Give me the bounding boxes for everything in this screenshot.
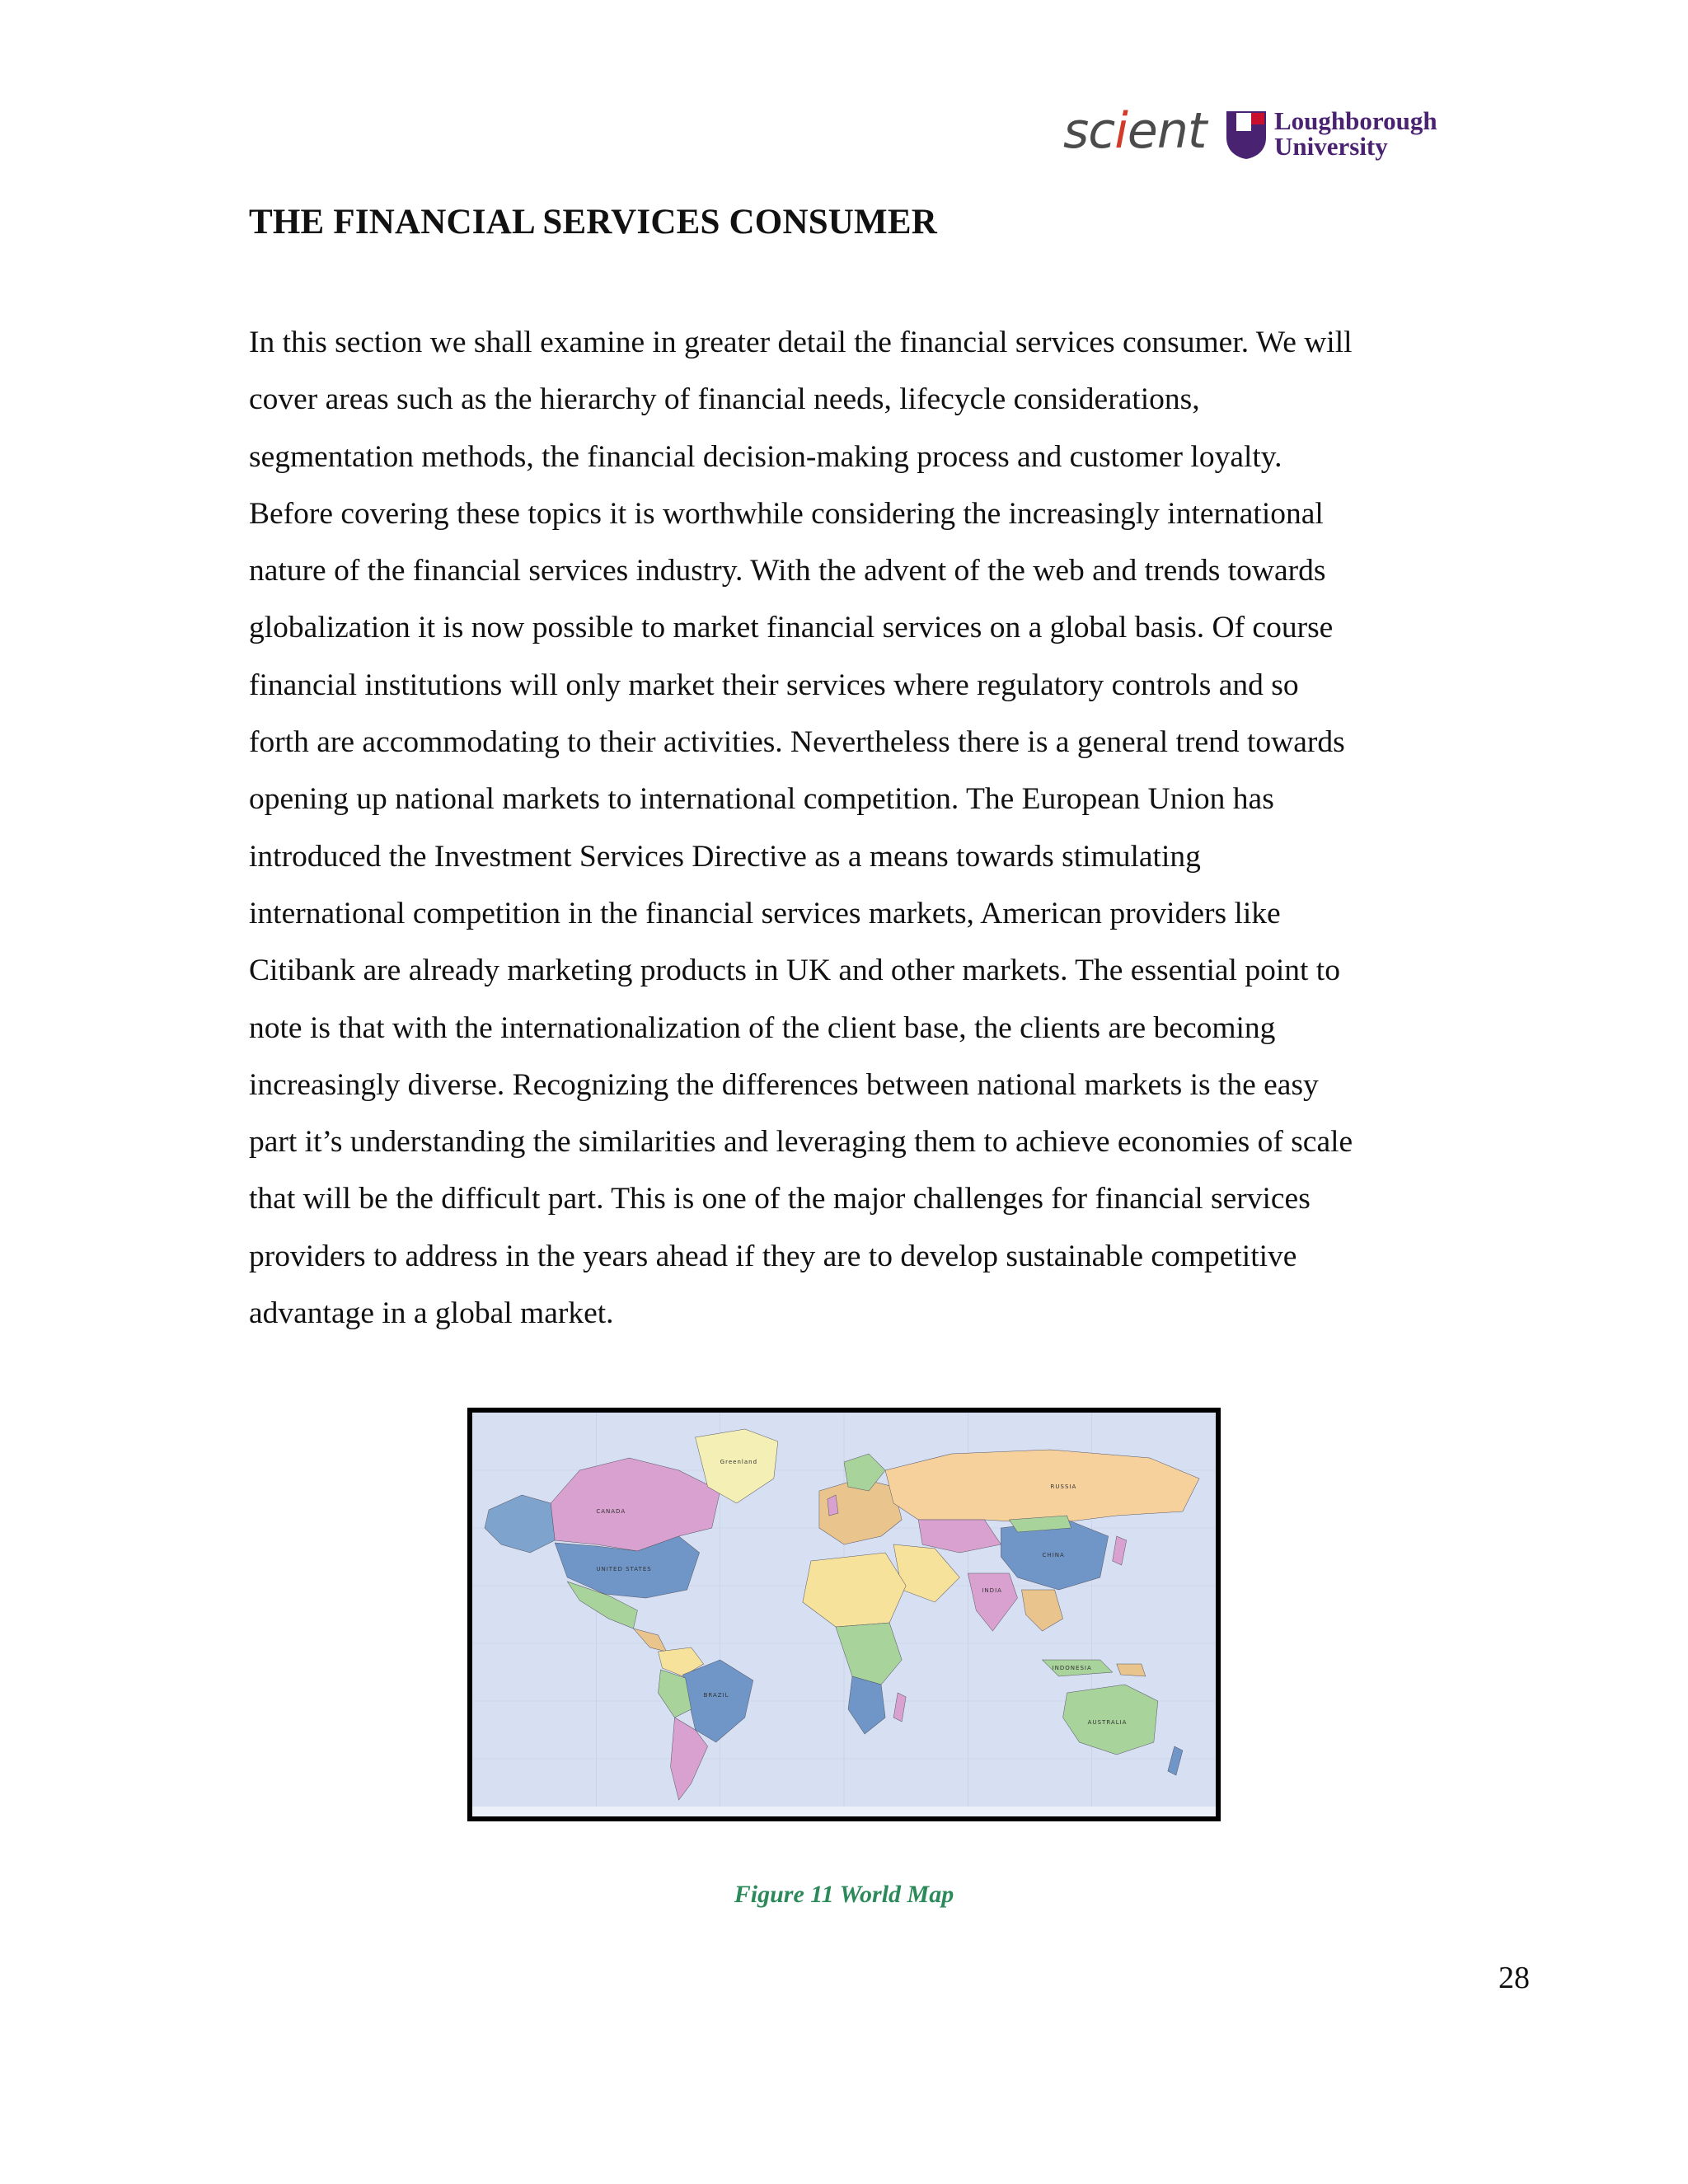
antarctica-shape (472, 1807, 1216, 1816)
map-label-brazil: BRAZIL (703, 1692, 729, 1699)
scient-logo-text: scient (1063, 102, 1207, 160)
map-label-australia: AUSTRALIA (1087, 1719, 1128, 1726)
figure-caption: Figure 11 World Map (734, 1881, 954, 1908)
body-line: that will be the difficult part. This is one of the major challenges for financial services (249, 1182, 1311, 1216)
scient-logo (1063, 102, 1207, 160)
page-title: THE FINANCIAL SERVICES CONSUMER (249, 203, 937, 241)
map-label-russia: RUSSIA (1050, 1483, 1077, 1490)
body-line: providers to address in the years ahead if they are to develop sustainable competitive (249, 1239, 1297, 1273)
map-label-china: CHINA (1042, 1552, 1065, 1558)
body-line: Citibank are already marketing products in UK and other markets. The essential point to (249, 954, 1340, 988)
page-number: 28 (1498, 1961, 1530, 1995)
map-label-united-states: UNITED STATES (596, 1566, 652, 1572)
body-line: segmentation methods, the financial decision-making process and customer loyalty. (249, 439, 1282, 474)
body-line: note is that with the internationalization of the client base, the clients are becoming (249, 1010, 1276, 1045)
world-map-image (472, 1413, 1216, 1816)
body-line: introduced the Investment Services Directive as a means towards stimulating (249, 839, 1201, 874)
body-line: international competition in the financial services markets, American providers like (249, 896, 1281, 930)
russia-shape (885, 1450, 1199, 1524)
body-line: part it’s understanding the similarities and leveraging them to achieve economies of scale (249, 1125, 1353, 1160)
body-line: forth are accommodating to their activities. Nevertheless there is a general trend towards (249, 725, 1345, 760)
body-paragraph (249, 314, 1452, 1342)
header-logos (1063, 103, 1451, 169)
body-line: increasingly diverse. Recognizing the differences between national markets is the easy (249, 1067, 1319, 1102)
body-line: globalization it is now possible to market financial services on a global basis. Of course (249, 611, 1334, 645)
university-name-line2: University (1274, 132, 1388, 161)
map-label-greenland: Greenland (720, 1459, 758, 1465)
map-label-canada: CANADA (596, 1508, 626, 1515)
body-line: In this section we shall examine in greater detail the financial services consumer. We will (249, 326, 1353, 359)
university-name (1274, 108, 1437, 159)
map-label-indonesia: INDONESIA (1052, 1665, 1092, 1671)
body-line: advantage in a global market. (249, 1296, 614, 1331)
body-line: financial institutions will only market their services where regulatory controls and so (249, 668, 1299, 702)
png-shape (1117, 1664, 1146, 1676)
world-map-figure (467, 1408, 1221, 1821)
body-line: nature of the financial services industry. With the advent of the web and trends towards (249, 554, 1326, 588)
body-line: Before covering these topics it is worthwhile considering the increasingly international (249, 496, 1324, 531)
loughborough-shield-icon (1225, 110, 1268, 161)
body-line: cover areas such as the hierarchy of financial needs, lifecycle considerations, (249, 382, 1200, 417)
map-label-india: INDIA (982, 1587, 1002, 1594)
university-name-line1: Loughborough (1274, 106, 1437, 135)
scient-logo-accent-letter: i (1114, 102, 1128, 160)
body-line: opening up national markets to international competition. The European Union has (249, 782, 1274, 817)
